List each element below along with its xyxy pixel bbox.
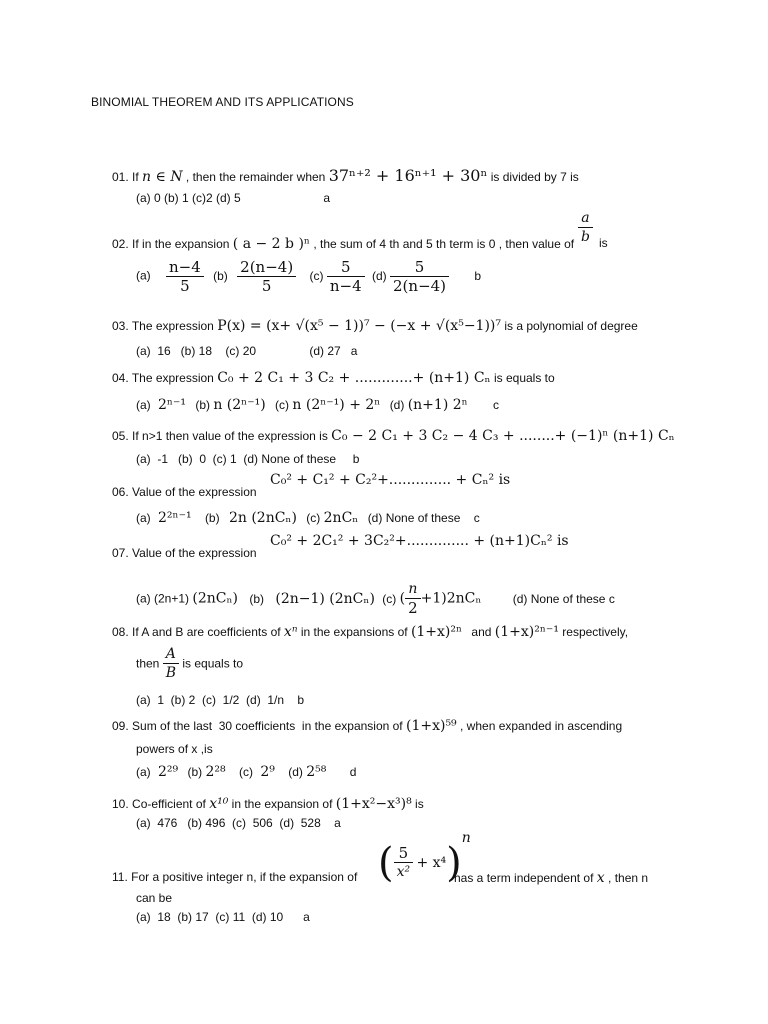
question-text: is [415,797,424,811]
math-expression: (1+x)⁵⁹ [405,718,457,734]
option-label: (a) [136,268,151,283]
question-08 [112,624,628,640]
option-label: (a) [136,765,151,779]
question-text: can be [136,891,173,905]
math-expression: C₀ − 2 C₁ + 3 C₂ − 4 C₃ + ........+ (−1)ⁿ (n+1) Cₙ [331,428,675,444]
fraction-numerator: 5 [394,844,414,863]
math-expression-text: C₀² + C₁² + C₂²+.............. + Cₙ² is [270,472,511,488]
option-value: 2n (2nCₙ) [228,510,297,526]
question-text: If in the expansion [132,237,230,251]
question-text: , when expanded in ascending [460,719,623,733]
question-03 [112,318,638,334]
option-label: (a) (2n+1) [136,591,190,606]
math-expression: (1+x²−x³)⁸ [335,796,412,812]
question-text: If n>1 then value of the expression is [132,429,328,443]
question-11-continued [454,870,648,886]
options-01 [136,191,330,205]
options-text: (d) None of these c [367,511,480,525]
options-text: (a) 18 (b) 17 (c) 11 (d) 10 a [136,910,310,924]
question-text: powers of x ,is [136,742,213,756]
document-title: BINOMIAL THEOREM AND ITS APPLICATIONS [91,95,354,109]
options-text: (a) 1 (b) 2 (c) 1/2 (d) 1/n b [136,693,305,707]
options-06 [136,510,480,526]
fraction-denominator: 2 [408,599,418,617]
question-number: 01. [112,170,129,184]
math-expression: (1+x)²ⁿ [410,624,463,640]
question-number: 11. [112,870,128,884]
options-02 [136,258,481,295]
question-06 [112,485,257,499]
fraction-a-over-b: $\frac{a}{b}$ [578,209,593,246]
question-11 [112,870,357,884]
question-09 [112,718,622,734]
question-text: Value of the expression [132,485,257,499]
fraction-denominator: x² [396,864,411,881]
options-03 [136,344,357,358]
answer-key: d [349,765,357,779]
question-number: 04. [112,371,129,385]
question-text: is divided by 7 is [490,170,579,184]
question-text: then [136,656,160,671]
question-text: is equals to [182,656,244,671]
options-text: (d) None of these c [512,591,615,606]
option-label: (a) [136,398,151,412]
question-07 [112,546,257,560]
option-label: (b) [187,765,203,779]
option-value: 2⁵⁸ [306,764,327,780]
math-expression-text: C₀² + 2C₁² + 3C₂²+.............. + (n+1)Cₙ² is [270,533,569,549]
question-number: 03. [112,319,129,333]
math-expression [270,533,569,549]
options-05 [136,452,359,466]
options-10 [136,816,341,830]
option-value: 2nCₙ [323,510,359,526]
fraction-denominator: 2(n−4) [393,277,447,295]
question-text: , then n [608,871,649,885]
options-09 [136,764,356,780]
math-expression: (1+x)²ⁿ⁻¹ [494,624,559,640]
question-text: If [132,170,139,184]
option-value: (2nCₙ) [192,590,238,607]
question-text: The expression [131,371,214,385]
question-10 [112,796,424,812]
question-text: Co-efficient of [132,797,206,811]
fraction-numerator: n−4 [166,258,204,277]
question-number: 02. [112,237,129,251]
question-text: has a term independent of [454,871,594,885]
math-expression: x¹⁰ [209,796,229,812]
fraction-numerator: 5 [327,258,365,277]
question-05 [112,428,675,444]
question-text: The expression [131,319,214,333]
options-text: (a) 476 (b) 496 (c) 506 (d) 528 a [136,816,341,830]
question-number: 09. [112,719,129,733]
options-04 [136,397,499,413]
question-text: Sum of the last 30 coefficients in the expansion of [132,719,403,733]
question-04 [112,370,555,386]
math-variable: x [596,870,605,886]
option-label: (b) [213,268,228,283]
question-text: respectively, [562,625,629,639]
fraction-numerator: A [163,645,179,664]
question-number: 07. [112,546,129,560]
option-label: (d) [389,398,405,412]
options-11 [136,910,310,924]
option-label: (b) [195,398,210,412]
answer-key: c [493,398,500,412]
question-text: in the expansion of [231,797,333,811]
fraction-denominator: n−4 [329,277,362,295]
math-expression-q11: ( $\frac{5}{\text{x²}}$ + x⁴)$^n$ [378,830,471,886]
option-label: (d) [288,765,303,779]
question-02 [112,236,574,252]
math-expression: P(x) = (x+ √(x⁵ − 1))⁷ − (−x + √(x⁵−1))⁷ [217,318,501,334]
math-expression: n ∈ N [142,169,183,185]
question-text: , the sum of 4 th and 5 th term is 0 , then value of [313,237,575,251]
option-label: (b) [204,511,220,525]
option-value: 2²ⁿ⁻¹ [158,510,192,526]
question-text: and [471,625,492,639]
options-text: (a) 0 (b) 1 (c)2 (d) 5 [136,191,241,205]
option-label: (c) [239,765,253,779]
option-value: 2⁹ [260,764,275,780]
option-value: 2²⁸ [205,764,226,780]
option-value: 2²⁹ [158,764,179,780]
question-number: 10. [112,797,129,811]
math-expression: 37ⁿ⁺² + 16ⁿ⁺¹ + 30ⁿ [328,166,488,185]
math-expression [270,472,510,488]
answer-key: a [323,191,331,205]
option-label: (c) [382,591,397,606]
math-expression: xⁿ [283,624,298,640]
option-label: (c) [275,398,290,412]
option-label: (b) [249,591,265,606]
question-number: 05. [112,429,129,443]
math-term: + x⁴ [416,854,447,871]
question-text: is equals to [493,371,555,385]
option-label: (c) [309,268,324,283]
option-value: n (2ⁿ⁻¹) [213,397,266,413]
answer-key: b [474,268,482,283]
question-01 [112,166,579,185]
question-text: is [599,236,608,250]
question-text: Value of the expression [132,546,257,560]
fraction-denominator: B [165,665,176,681]
fraction-denominator: 5 [180,277,190,295]
math-expression: C₀ + 2 C₁ + 3 C₂ + .............+ (n+1) Cₙ [217,370,491,386]
question-number: 08. [112,625,129,639]
question-text: If A and B are coefficients of [132,625,281,639]
question-text: in the expansions of [300,625,408,639]
options-text: (a) -1 (b) 0 (c) 1 (d) None of these b [136,452,360,466]
option-value: (n+1) 2ⁿ [407,397,468,413]
options-text: (a) 16 (b) 18 (c) 20 (d) 27 a [136,344,358,358]
options-07: (a) (2n+1) (2nCₙ) (b) (2n−1) (2nCₙ) (c) ( $\frac{n}{2}$ +1)2nCₙ (d) None of these c [136,581,615,617]
option-value: +1)2nCₙ [420,590,482,607]
option-value: 2ⁿ⁻¹ [158,397,186,413]
question-number: 06. [112,485,129,499]
fraction-numerator: 2(n−4) [237,258,296,277]
fraction-numerator: n [405,580,421,599]
option-label: (d) [372,268,387,283]
option-label: (a) [136,511,151,525]
fraction-denominator: 5 [261,277,272,295]
question-text: , then the remainder when [185,170,326,184]
question-text: is a polynomial of degree [504,319,638,333]
option-value: n (2ⁿ⁻¹) + 2ⁿ [292,397,381,413]
exponent: n [461,830,471,846]
math-expression: ( a − 2 b )ⁿ [232,236,310,252]
options-08 [136,693,304,707]
option-label: (c) [306,511,321,525]
option-value: (2n−1) (2nCₙ) [275,590,375,607]
then-line-08 [136,645,243,682]
fraction-numerator: 5 [390,258,449,277]
question-text: For a positive integer n, if the expansion of [131,870,358,884]
